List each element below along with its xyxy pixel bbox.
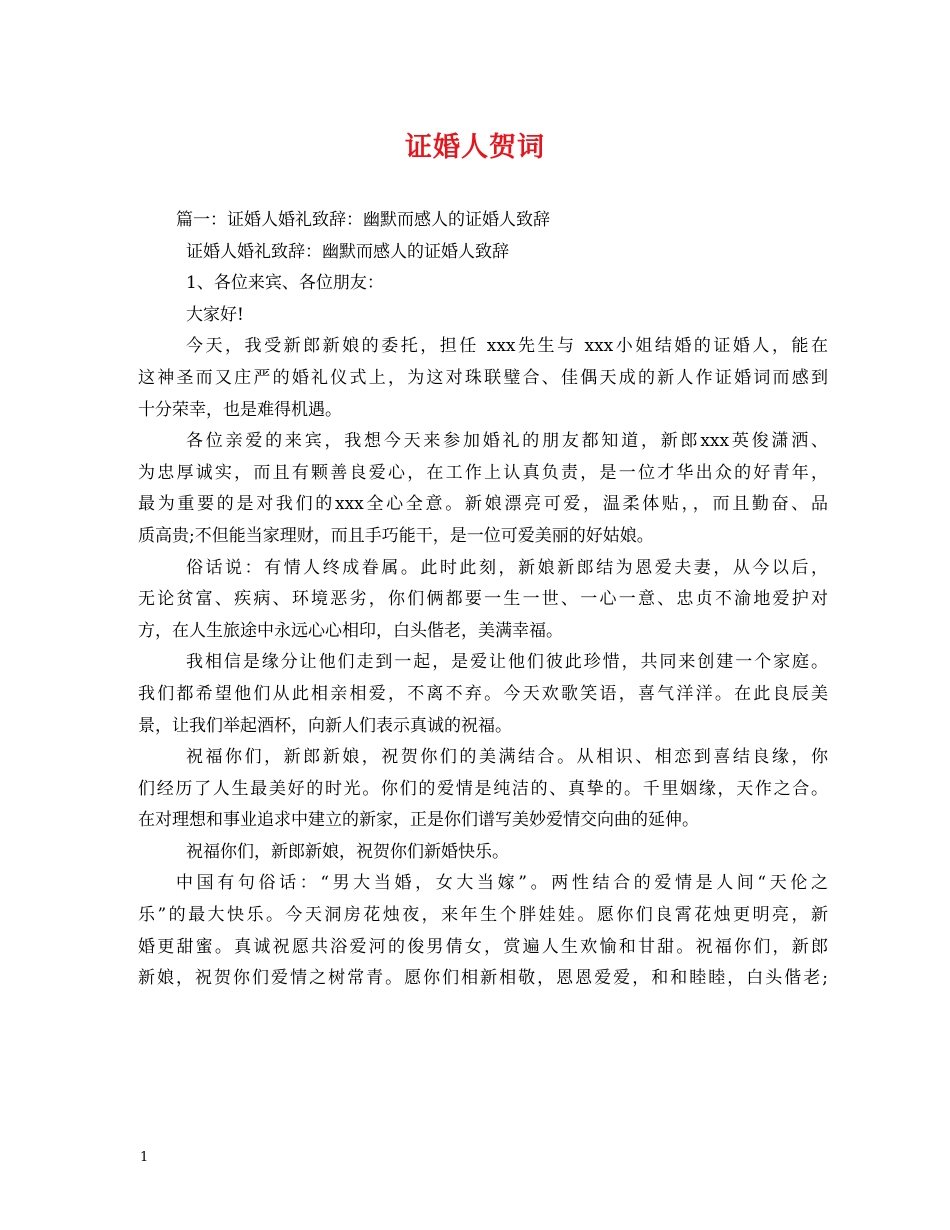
paragraph-line: 祝福你们，新郎新娘，祝贺你们的美满结合。从相识、相恋到喜结良缘，你 — [186, 747, 828, 768]
paragraph-line: 十分荣幸，也是难得机遇。 — [138, 399, 342, 420]
paragraph-line: 们经历了人生最美好的时光。你们的爱情是纯洁的、真挚的。千里姻缘，天作之合。 — [138, 778, 828, 799]
paragraph-line: 在对理想和事业追求中建立的新家，正是你们谱写美妙爱情交向曲的延伸。 — [138, 810, 699, 831]
paragraph-line: 各位亲爱的来宾，我想今天来参加婚礼的朋友都知道，新郎xxx英俊潇洒、 — [186, 431, 828, 452]
paragraph-line: 祝福你们，新郎新娘，祝贺你们新婚快乐。 — [186, 841, 509, 862]
paragraph-line: 乐”的最大快乐。今天洞房花烛夜，来年生个胖娃娃。愿你们良霄花烛更明亮，新 — [138, 905, 828, 926]
paragraph-line: 1、各位来宾、各位朋友： — [186, 273, 384, 294]
document-title: 证婚人贺词 — [405, 132, 545, 163]
paragraph-line: 景，让我们举起酒杯，向新人们表示真诚的祝福。 — [138, 715, 512, 736]
paragraph-line: 质高贵;不但能当家理财，而且手巧能干，是一位可爱美丽的好姑娘。 — [138, 525, 654, 546]
paragraph-line: 最为重要的是对我们的xxx全心全意。新娘漂亮可爱，温柔体贴，，而且勤奋、品 — [138, 494, 828, 515]
paragraph-line: 今天，我受新郎新娘的委托，担任 xxx先生与 xxx小姐结婚的证婚人，能在 — [186, 336, 828, 357]
paragraph-line: 新娘，祝贺你们爱情之树常青。愿你们相新相敬，恩恩爱爱，和和睦睦，白头偕老; — [138, 968, 828, 989]
paragraph-line: 大家好! — [186, 304, 244, 325]
paragraph-line: 婚更甜蜜。真诚祝愿共浴爱河的俊男倩女，赏遍人生欢愉和甘甜。祝福你们，新郎 — [138, 936, 828, 957]
document-body — [138, 205, 828, 995]
paragraph-line: 无论贫富、疾病、环境恶劣，你们俩都要一生一世、一心一意、忠贞不渝地爱护对 — [138, 589, 828, 610]
paragraph-line: 篇一：证婚人婚礼致辞：幽默而感人的证婚人致辞 — [176, 210, 550, 230]
paragraph-line: 我们都希望他们从此相亲相爱，不离不弃。今天欢歌笑语，喜气洋洋。在此良辰美 — [138, 683, 828, 704]
paragraph-line: 这神圣而又庄严的婚礼仪式上，为这对珠联璧合、佳偶天成的新人作证婚词而感到 — [138, 367, 828, 388]
paragraph-line: 为忠厚诚实，而且有颗善良爱心，在工作上认真负责，是一位才华出众的好青年， — [138, 462, 828, 483]
paragraph-line: 方，在人生旅途中永远心心相印，白头偕老，美满幸福。 — [138, 620, 563, 641]
paragraph-line: 中国有句俗话：“男大当婚，女大当嫁”。两性结合的爱情是人间“天伦之 — [176, 873, 828, 894]
page-number: 1 — [140, 1150, 149, 1165]
paragraph-line: 证婚人婚礼致辞：幽默而感人的证婚人致辞 — [186, 241, 509, 262]
paragraph-line: 我相信是缘分让他们走到一起，是爱让他们彼此珍惜，共同来创建一个家庭。 — [186, 652, 828, 673]
paragraph-line: 俗话说：有情人终成眷属。此时此刻，新娘新郎结为恩爱夫妻，从今以后， — [186, 557, 828, 578]
